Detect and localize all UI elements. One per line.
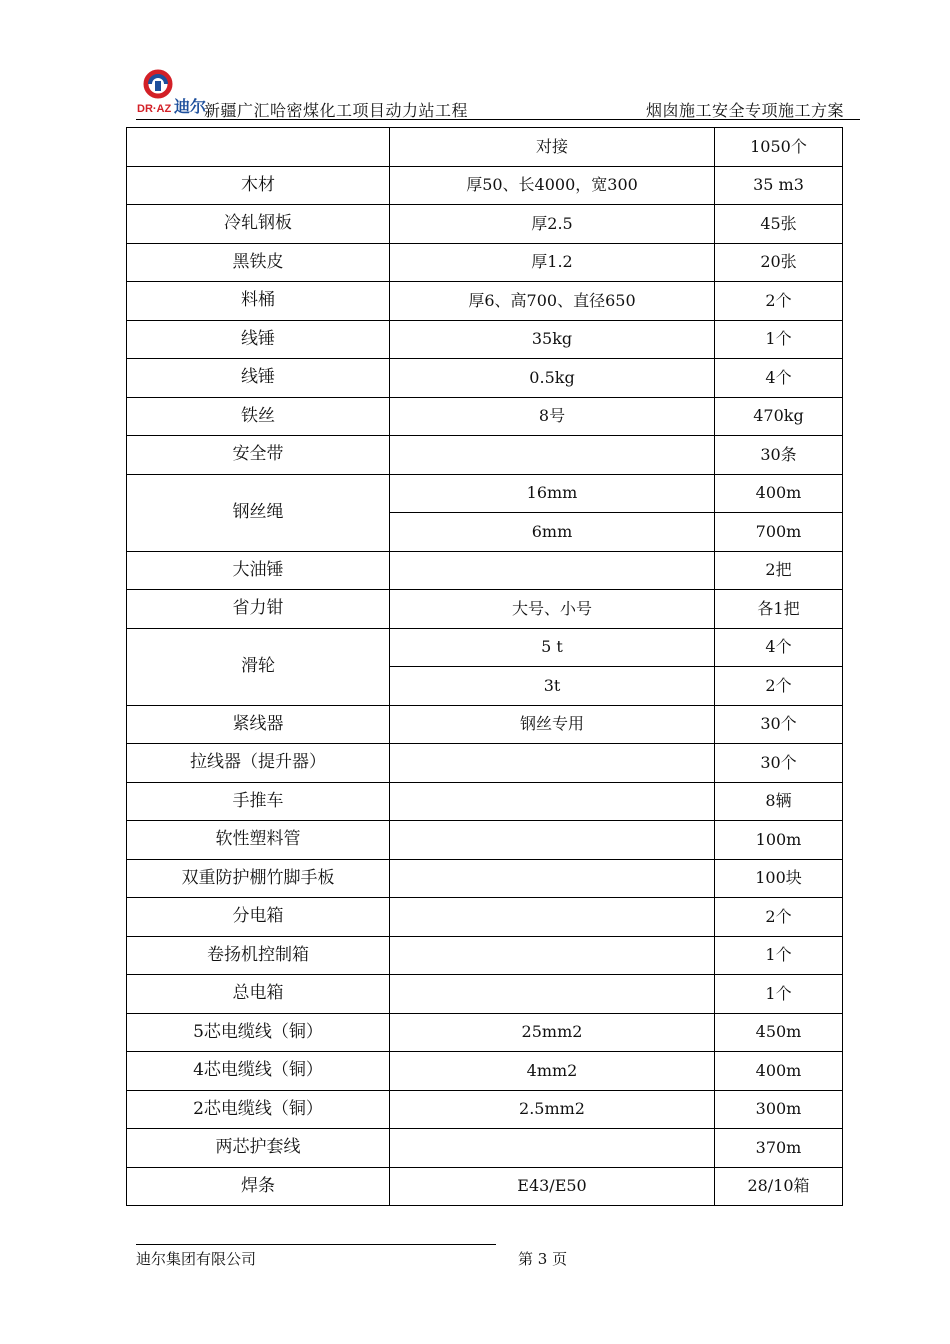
table-row: [127, 1167, 843, 1206]
table-row: [127, 705, 843, 744]
table-row: [127, 782, 843, 821]
item-quantity-cell: 4个: [715, 628, 843, 667]
item-spec-cell: 2.5mm2: [390, 1090, 715, 1129]
item-name-cell: 木材: [127, 166, 390, 205]
table-row: [127, 1052, 843, 1091]
item-quantity-cell: 30条: [715, 436, 843, 475]
item-quantity-cell: 8辆: [715, 782, 843, 821]
item-quantity-cell: 300m: [715, 1090, 843, 1129]
item-name-cell: 总电箱: [127, 975, 390, 1014]
item-name-cell: 4芯电缆线（铜）: [127, 1052, 390, 1091]
item-name-cell: 紧线器: [127, 705, 390, 744]
table-row: [127, 898, 843, 937]
item-name-cell: [127, 128, 390, 167]
item-quantity-cell: 1个: [715, 975, 843, 1014]
item-name-cell: 料桶: [127, 282, 390, 321]
item-quantity-cell: 35 m3: [715, 166, 843, 205]
table-row: [127, 320, 843, 359]
item-name-cell: 安全带: [127, 436, 390, 475]
item-spec-cell: 25mm2: [390, 1013, 715, 1052]
item-name-cell: 5芯电缆线（铜）: [127, 1013, 390, 1052]
item-spec-cell: 厚1.2: [390, 243, 715, 282]
item-spec-cell: 厚6、高700、直径650: [390, 282, 715, 321]
item-name-cell: 大油锤: [127, 551, 390, 590]
item-spec-cell: [390, 744, 715, 783]
item-quantity-cell: 470kg: [715, 397, 843, 436]
document-title: 烟囱施工安全专项施工方案: [645, 101, 844, 120]
item-name-cell: 软性塑料管: [127, 821, 390, 860]
item-spec-cell: 钢丝专用: [390, 705, 715, 744]
table-row: [127, 744, 843, 783]
item-spec-cell: [390, 1129, 715, 1168]
footer-company: 迪尔集团有限公司: [136, 1250, 257, 1268]
item-quantity-cell: 2把: [715, 551, 843, 590]
company-logo: [136, 68, 208, 116]
svg-text:DR·AZ: DR·AZ: [137, 103, 172, 115]
item-spec-cell: [390, 436, 715, 475]
item-quantity-cell: 700m: [715, 513, 843, 552]
table-row: [127, 474, 843, 513]
item-quantity-cell: 30个: [715, 744, 843, 783]
header-divider: [136, 119, 860, 120]
table-row: [127, 628, 843, 667]
item-quantity-cell: 370m: [715, 1129, 843, 1168]
item-quantity-cell: 28/10箱: [715, 1167, 843, 1206]
item-name-cell: 线锤: [127, 320, 390, 359]
table-row: [127, 166, 843, 205]
table-row: [127, 1090, 843, 1129]
item-spec-cell: 厚50、长4000，宽300: [390, 166, 715, 205]
item-spec-cell: 厚2.5: [390, 205, 715, 244]
item-name-cell: 2芯电缆线（铜）: [127, 1090, 390, 1129]
page-number: 第 3 页: [518, 1250, 568, 1268]
item-quantity-cell: 45张: [715, 205, 843, 244]
item-spec-cell: E43/E50: [390, 1167, 715, 1206]
item-quantity-cell: 20张: [715, 243, 843, 282]
item-quantity-cell: 450m: [715, 1013, 843, 1052]
item-name-cell: 冷轧钢板: [127, 205, 390, 244]
table-row: [127, 282, 843, 321]
table-row: [127, 551, 843, 590]
item-spec-cell: [390, 936, 715, 975]
item-spec-cell: [390, 782, 715, 821]
table-row: [127, 243, 843, 282]
item-quantity-cell: 各1把: [715, 590, 843, 629]
item-name-cell: 手推车: [127, 782, 390, 821]
table-row: [127, 1129, 843, 1168]
table-row: [127, 205, 843, 244]
item-quantity-cell: 400m: [715, 474, 843, 513]
item-quantity-cell: 2个: [715, 282, 843, 321]
materials-table: [126, 127, 843, 1206]
item-spec-cell: 35kg: [390, 320, 715, 359]
item-quantity-cell: 2个: [715, 667, 843, 706]
item-quantity-cell: 1个: [715, 936, 843, 975]
item-name-cell: 双重防护棚竹脚手板: [127, 859, 390, 898]
page-footer: [136, 1244, 856, 1274]
item-spec-cell: [390, 821, 715, 860]
project-name: 新疆广汇哈密煤化工项目动力站工程: [204, 101, 469, 120]
item-name-cell: 线锤: [127, 359, 390, 398]
item-spec-cell: 3t: [390, 667, 715, 706]
item-name-cell: 两芯护套线: [127, 1129, 390, 1168]
item-spec-cell: [390, 975, 715, 1014]
item-spec-cell: 4mm2: [390, 1052, 715, 1091]
item-spec-cell: [390, 551, 715, 590]
item-quantity-cell: 2个: [715, 898, 843, 937]
item-name-cell: 焊条: [127, 1167, 390, 1206]
item-spec-cell: 5 t: [390, 628, 715, 667]
item-name-cell: 分电箱: [127, 898, 390, 937]
table-row: [127, 859, 843, 898]
item-spec-cell: 0.5kg: [390, 359, 715, 398]
item-quantity-cell: 30个: [715, 705, 843, 744]
svg-text:迪尔: 迪尔: [174, 97, 207, 116]
item-quantity-cell: 400m: [715, 1052, 843, 1091]
table-row: [127, 821, 843, 860]
item-name-cell: 卷扬机控制箱: [127, 936, 390, 975]
table-row: [127, 936, 843, 975]
item-spec-cell: 8号: [390, 397, 715, 436]
item-quantity-cell: 100块: [715, 859, 843, 898]
item-spec-cell: 16mm: [390, 474, 715, 513]
item-quantity-cell: 100m: [715, 821, 843, 860]
item-name-cell: 钢丝绳: [127, 474, 390, 551]
item-spec-cell: 大号、小号: [390, 590, 715, 629]
table-row: [127, 590, 843, 629]
page-header: [136, 68, 860, 120]
table-row: [127, 128, 843, 167]
item-spec-cell: 对接: [390, 128, 715, 167]
item-name-cell: 滑轮: [127, 628, 390, 705]
item-spec-cell: [390, 859, 715, 898]
table-row: [127, 975, 843, 1014]
item-name-cell: 省力钳: [127, 590, 390, 629]
table-row: [127, 436, 843, 475]
table-row: [127, 397, 843, 436]
item-quantity-cell: 4个: [715, 359, 843, 398]
item-spec-cell: 6mm: [390, 513, 715, 552]
table-row: [127, 359, 843, 398]
table-row: [127, 1013, 843, 1052]
item-name-cell: 拉线器（提升器）: [127, 744, 390, 783]
item-quantity-cell: 1050个: [715, 128, 843, 167]
item-name-cell: 铁丝: [127, 397, 390, 436]
item-quantity-cell: 1个: [715, 320, 843, 359]
item-spec-cell: [390, 898, 715, 937]
footer-divider: [136, 1244, 496, 1245]
item-name-cell: 黑铁皮: [127, 243, 390, 282]
